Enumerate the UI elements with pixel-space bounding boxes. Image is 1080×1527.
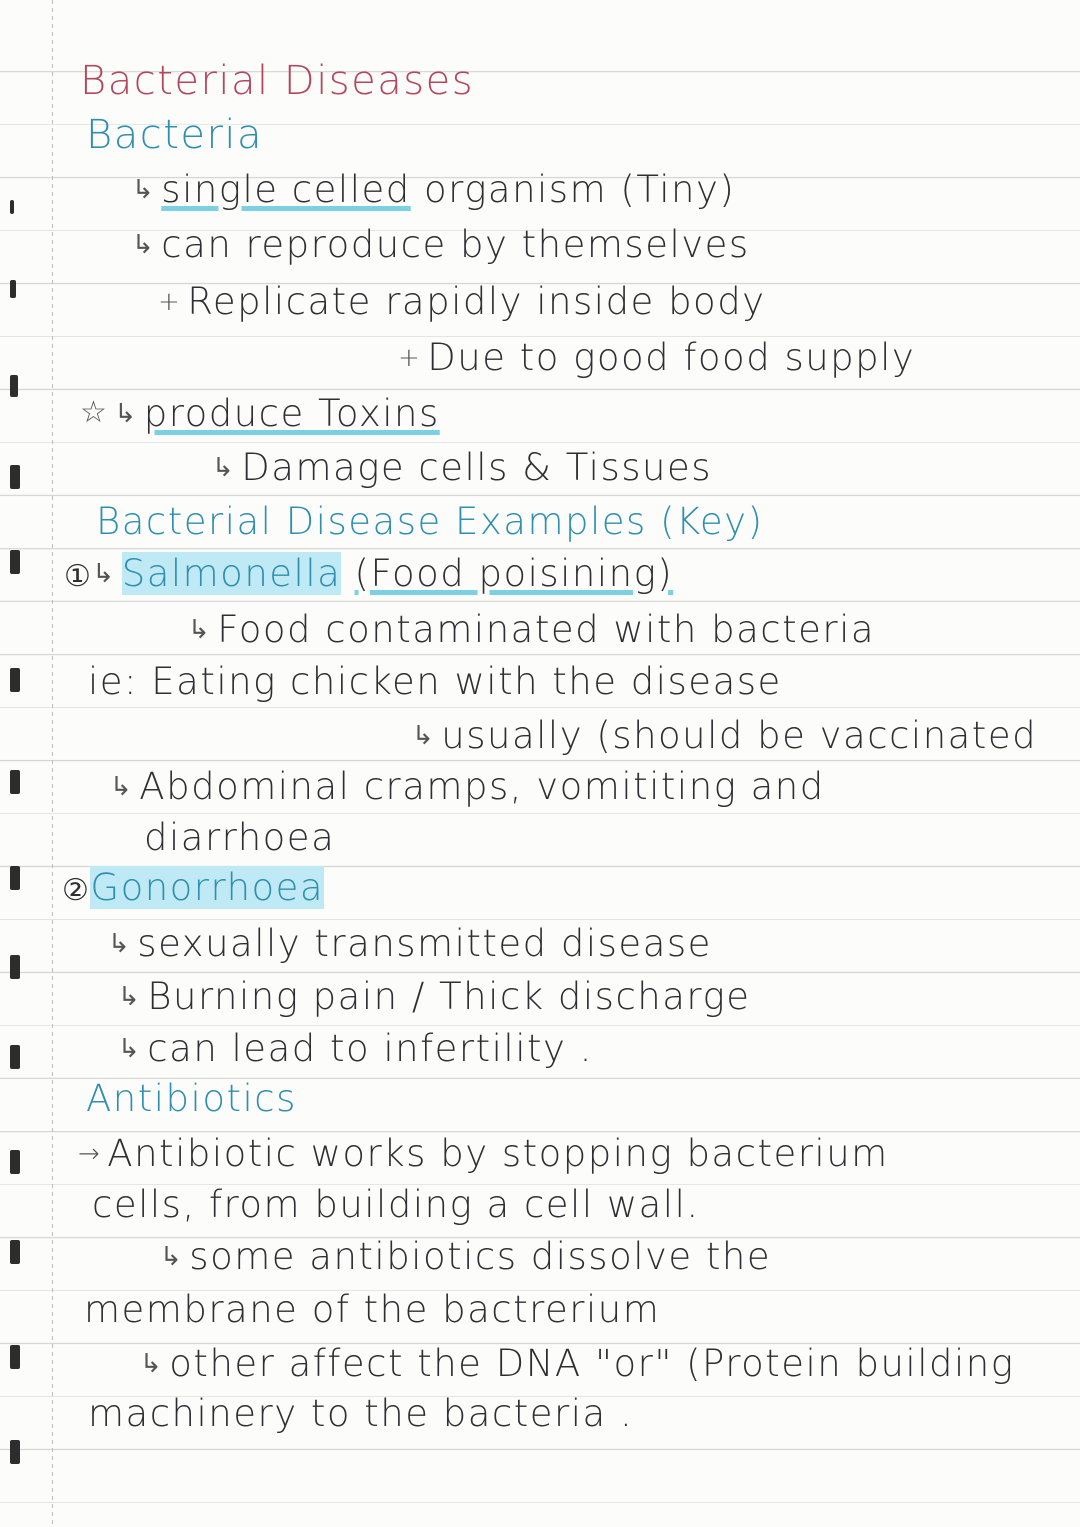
note-line: diarrhoea bbox=[144, 816, 336, 859]
note-text: other affect the DNA "or" (Protein building bbox=[169, 1342, 1015, 1385]
arrow-bullet-icon: ↳ bbox=[132, 230, 156, 260]
note-text: usually (should be vaccinated bbox=[441, 714, 1038, 757]
arrow-bullet-icon: ↳ bbox=[188, 615, 212, 645]
note-text: Abdominal cramps, vomititing and bbox=[139, 765, 825, 808]
arrow-bullet-icon: ↳ bbox=[132, 175, 156, 205]
arrow-bullet-icon: ↳ bbox=[92, 559, 116, 589]
highlighted-term: produce Toxins bbox=[143, 392, 440, 435]
note-text: Damage cells & Tissues bbox=[241, 446, 713, 489]
note-line: membrane of the bactrerium bbox=[84, 1288, 661, 1331]
note-text bbox=[341, 552, 354, 595]
note-text: can lead to infertility . bbox=[147, 1027, 593, 1070]
highlighted-term: single celled bbox=[161, 168, 411, 211]
note-line: cells, from building a cell wall. bbox=[92, 1183, 700, 1226]
note-line bbox=[78, 1132, 889, 1175]
antibiotics-heading: Antibiotics bbox=[86, 1077, 297, 1120]
note-line bbox=[412, 714, 1037, 757]
note-line bbox=[158, 280, 766, 323]
note-line bbox=[160, 1235, 771, 1278]
note-text: Burning pain / Thick discharge bbox=[147, 975, 751, 1018]
arrow-bullet-icon: ↳ bbox=[160, 1242, 184, 1272]
arrow-bullet-icon: ↳ bbox=[412, 721, 436, 751]
note-line bbox=[132, 168, 735, 211]
binder-mark bbox=[10, 1240, 20, 1264]
note-line bbox=[212, 446, 712, 489]
arrow-bullet-icon: → bbox=[78, 1139, 102, 1169]
note-text: Due to good food supply bbox=[427, 336, 916, 379]
plus-bullet-icon: + bbox=[158, 287, 182, 317]
note-line: ie: Eating chicken with the disease bbox=[88, 660, 782, 703]
bacteria-heading: Bacteria bbox=[86, 112, 264, 158]
note-text: organism (Tiny) bbox=[410, 168, 736, 211]
note-text: Food contaminated with bacteria bbox=[217, 608, 876, 651]
note-line: machinery to the bacteria . bbox=[88, 1392, 634, 1435]
note-text: Antibiotic works by stopping bacterium bbox=[107, 1132, 889, 1175]
note-line bbox=[132, 223, 750, 266]
binder-mark bbox=[10, 1045, 20, 1069]
binder-mark bbox=[10, 375, 18, 397]
arrow-bullet-icon: ↳ bbox=[212, 453, 236, 483]
arrow-bullet-icon: ↳ bbox=[118, 982, 142, 1012]
star-icon: ☆ bbox=[80, 395, 109, 430]
margin-line bbox=[52, 0, 53, 1527]
arrow-bullet-icon: ↳ bbox=[108, 929, 132, 959]
binder-mark bbox=[10, 1150, 20, 1174]
examples-heading: Bacterial Disease Examples (Key) bbox=[96, 500, 764, 543]
binder-mark bbox=[10, 465, 20, 489]
binder-mark bbox=[10, 280, 16, 298]
binder-mark bbox=[10, 1440, 20, 1464]
highlighted-term: (Food poisining) bbox=[354, 552, 674, 595]
note-line bbox=[64, 552, 673, 595]
page-title: Bacterial Diseases bbox=[80, 58, 475, 104]
plus-bullet-icon: + bbox=[398, 343, 422, 373]
note-line bbox=[118, 975, 750, 1018]
arrow-bullet-icon: ↳ bbox=[110, 772, 134, 802]
arrow-bullet-icon: ↳ bbox=[140, 1349, 164, 1379]
arrow-bullet-icon: ↳ bbox=[114, 399, 138, 429]
binder-mark bbox=[10, 866, 20, 890]
highlighted-term: Salmonella bbox=[121, 552, 342, 595]
binder-mark bbox=[10, 200, 14, 214]
note-line bbox=[118, 1027, 593, 1070]
note-line bbox=[62, 866, 324, 909]
binder-mark bbox=[10, 550, 20, 574]
note-line bbox=[140, 1342, 1014, 1385]
binder-mark bbox=[10, 770, 20, 794]
binder-mark bbox=[10, 668, 20, 692]
note-line bbox=[80, 392, 440, 435]
highlighted-term: Gonorrhoea bbox=[90, 866, 325, 909]
note-line bbox=[188, 608, 875, 651]
note-text: can reproduce by themselves bbox=[161, 223, 750, 266]
note-text: some antibiotics dissolve the bbox=[189, 1235, 772, 1278]
number-two-icon: ② bbox=[62, 873, 91, 908]
note-text: Replicate rapidly inside body bbox=[187, 280, 766, 323]
note-line bbox=[110, 765, 825, 808]
note-text: sexually transmitted disease bbox=[137, 922, 712, 965]
note-line bbox=[108, 922, 712, 965]
binder-mark bbox=[10, 955, 20, 979]
arrow-bullet-icon: ↳ bbox=[118, 1034, 142, 1064]
number-one-icon: ① bbox=[64, 559, 93, 594]
note-line bbox=[398, 336, 915, 379]
binder-mark bbox=[10, 1345, 20, 1369]
